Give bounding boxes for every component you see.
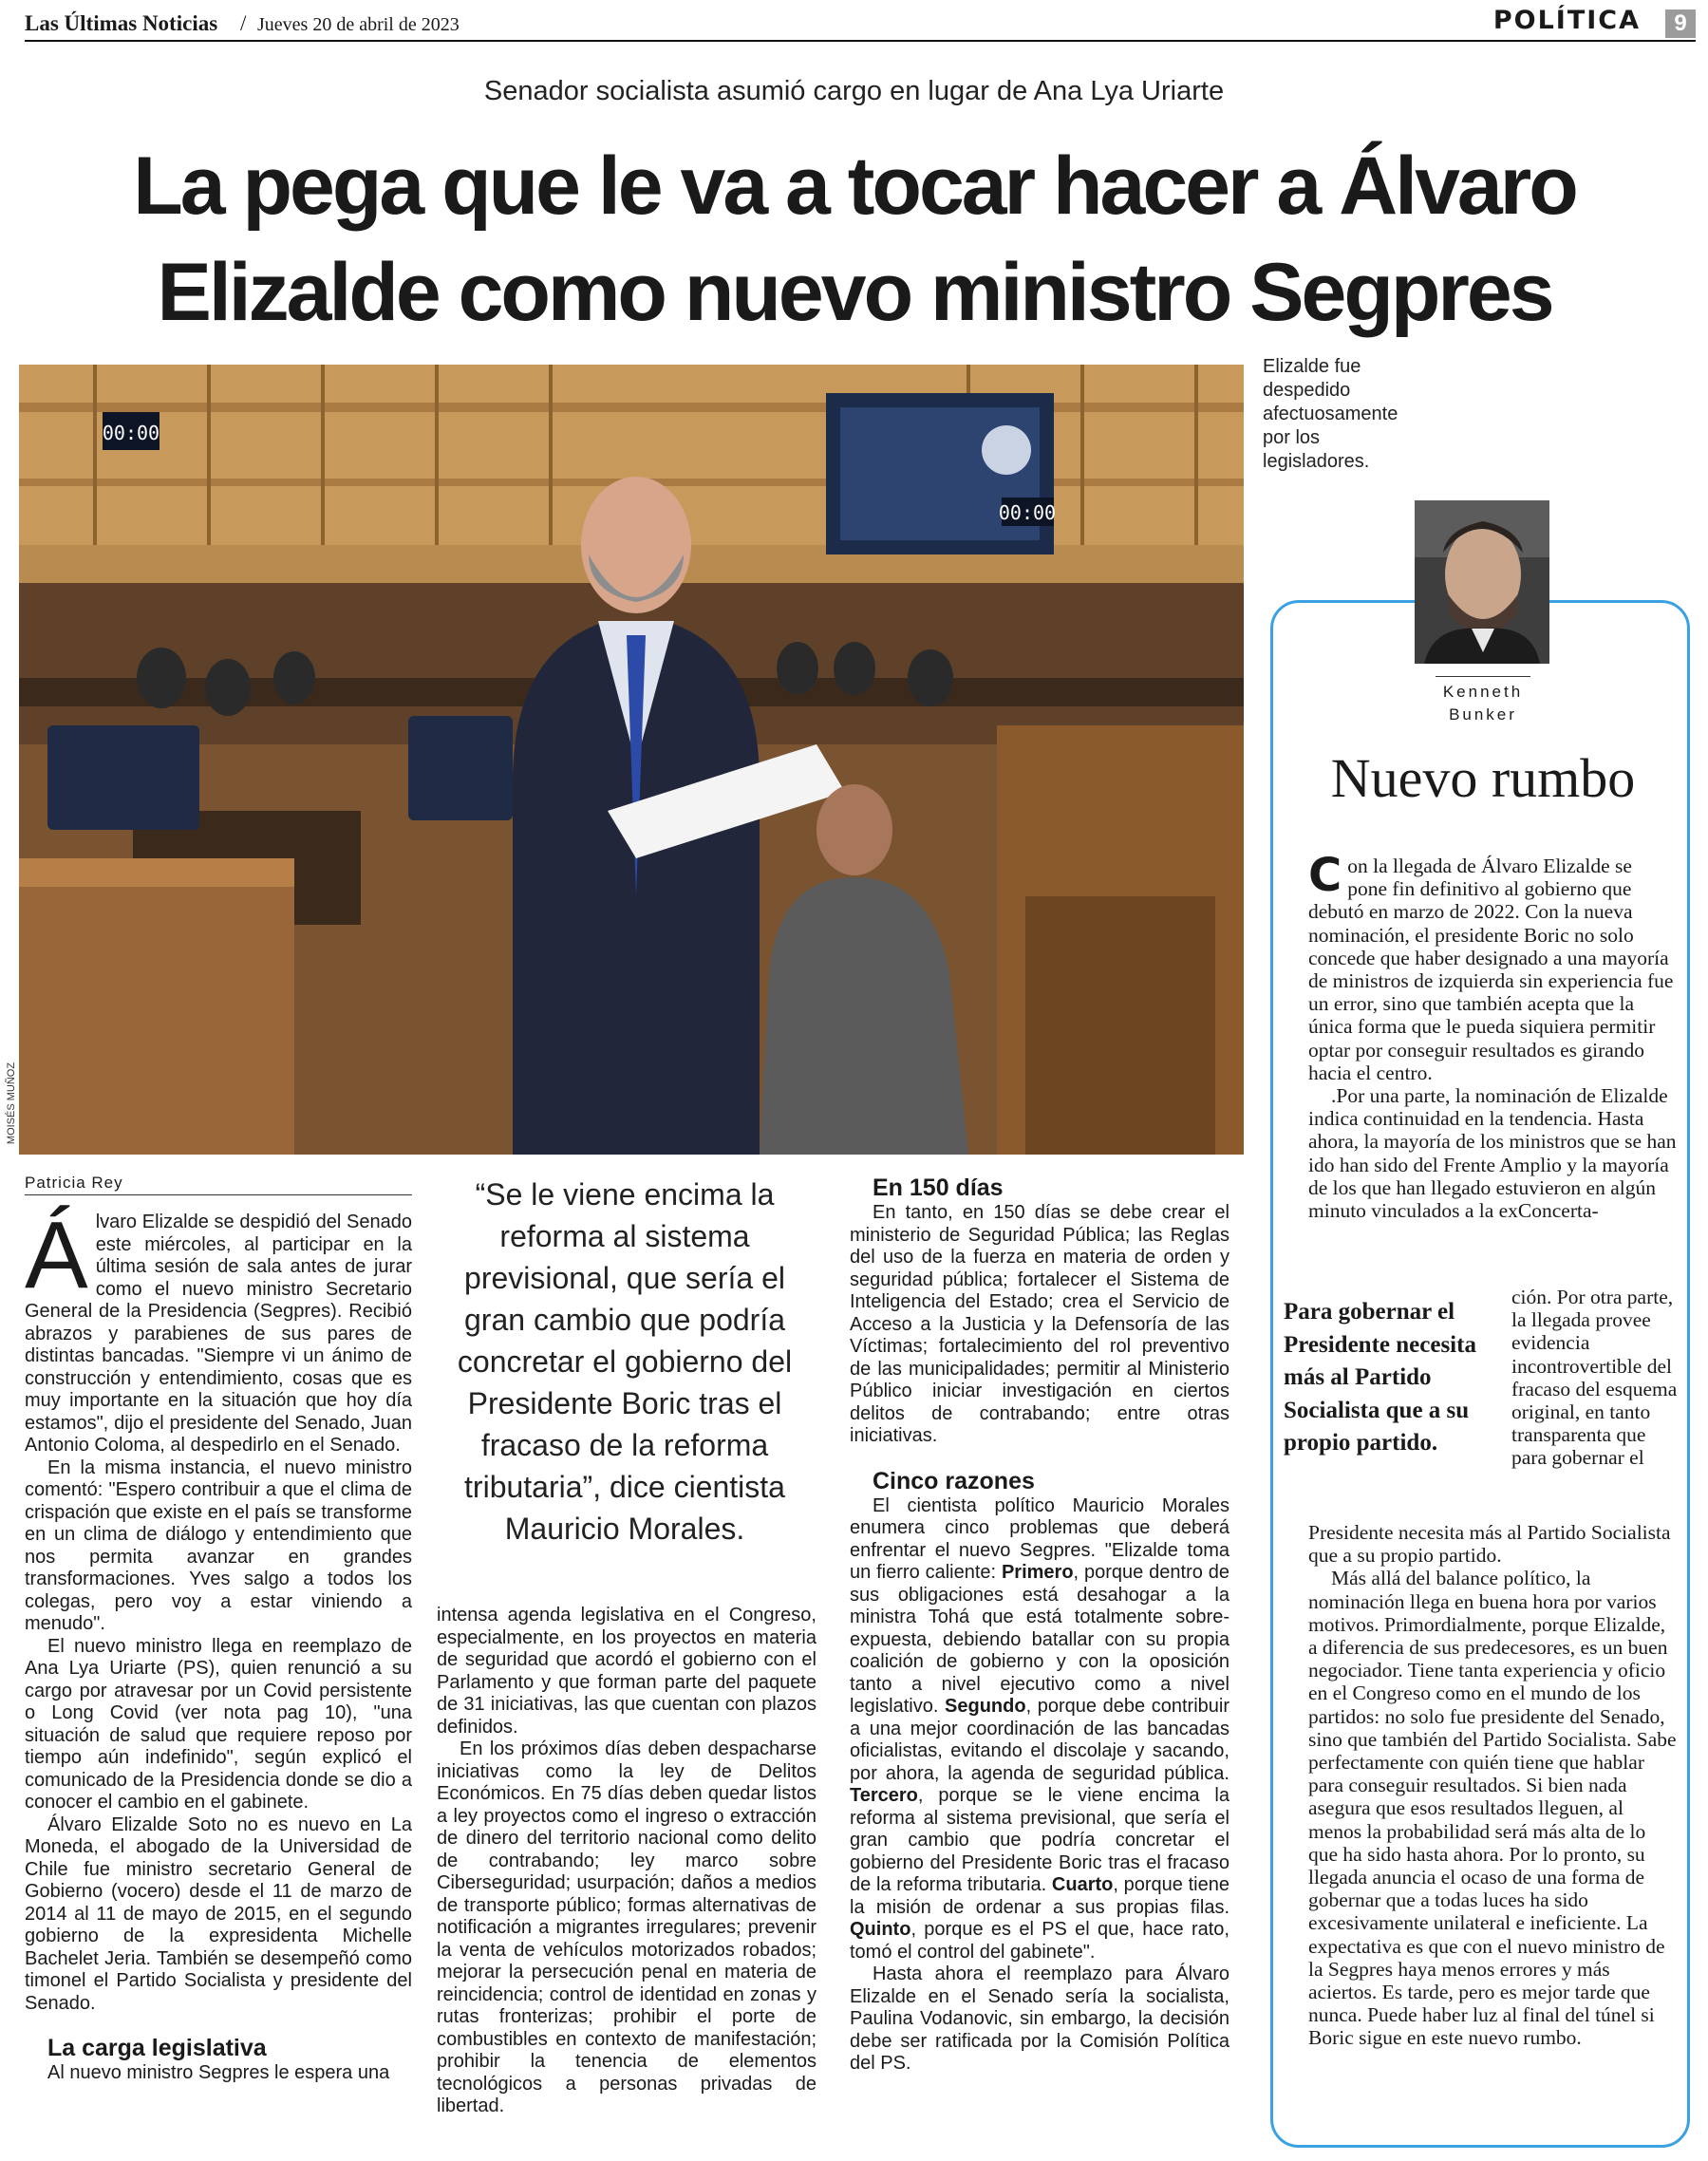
- senate-chamber-illustration: [19, 365, 1244, 1155]
- author-last-name: Bunker: [1449, 705, 1517, 723]
- masthead: [25, 8, 1696, 42]
- screen-timer-left: 00:00: [102, 422, 160, 444]
- photo-credit: MOISÉS MUÑOZ: [6, 1062, 17, 1145]
- article-paragraph: Hasta ahora el reemplazo para Álvaro Elizalde en el Senado sería la socialista, Paulina Vodanovic, sin embargo, la decisión debe ser ratificada por la Comisión Política del PS.: [850, 1964, 1229, 2074]
- author-portrait-illustration: [1415, 500, 1549, 664]
- pull-quote-line: concretar el gobierno del: [457, 1344, 793, 1379]
- issue-date: Jueves 20 de abril de 2023: [257, 14, 460, 35]
- opinion-text-bottom: [1308, 1521, 1677, 2050]
- section-name: POLÍTICA: [1492, 6, 1641, 35]
- opinion-drop-cap: C: [1308, 849, 1342, 902]
- opinion-title: Nuevo rumbo: [1330, 747, 1636, 809]
- article-paragraph: El cientista político Mauricio Morales enumera cinco problemas que deberá enfrentar el nuevo Segpres. "Elizalde toma un fierro caliente: Primero, porque dentro de sus obligaciones está desahogar a la ministra Tohá que está totalmente sobre-expuesta, debiendo batallar con su propia coalición de gobierno y con la oposición tanto a nivel ejecutivo como a nivel legislativo. Segundo, porque debe contribuir a una mejor coordinación de las bancadas oficialistas, evitando el discolaje y sacando, por ahora, la agenda de seguridad pública. Tercero, porque se le viene encima la reforma al sistema previsional, que sería el gran cambio que podría concretar el gobierno del Presidente Boric tras el fracaso de la reforma tributaria. Cuarto, porque tiene la misión de ordenar a sus propias filas. Quinto, porque es el PS el que, hace rato, tomó el control del gabinete".: [850, 1494, 1230, 1963]
- article-paragraph: El nuevo ministro llega en reemplazo de Ana Lya Uriarte (PS), quien renunció a su cargo por atravesar por un Covid persistente o Long Covid (ver nota pag 10), "una situación de salud que requiere reposo por tiempo aún indefinido", según explicó el comunicado de la Presidencia donde se dio a conocer el cambio en el gabinete.: [25, 1635, 412, 1813]
- pull-quote-line: “Se le viene encima la: [475, 1177, 775, 1212]
- article-paragraph: En los próximos días deben despacharse iniciativas como la ley de Delitos Económicos. En 75 días deben quedar listos a ley proyectos como el ingreso o extracción de dinero del territorio nacional como delito de contrabando; ley marco sobre Ciberseguridad; usurpación; daños a medios de transporte público; formas alternativas de notificación a migrantes irregulares; prevenir la venta de vehículos motorizados robados; mejorar la persecución penal en materia de reincidencia; control de identidad en zonas y rutas fronterizas; prohibir el porte de combustibles en contexto de manifestación; prohibir la tenencia de elementos tecnológicos a personas privadas de libertad.: [437, 1738, 816, 2116]
- headline-line-2: Elizalde como nuevo ministro Segpres: [157, 247, 1552, 338]
- headline-line-1: La pega que le va a tocar hacer a Álvaro: [133, 141, 1576, 232]
- masthead-separator: /: [240, 11, 247, 35]
- author-name: [1436, 676, 1530, 726]
- opinion-paragraph: Presidente necesita más al Partido Socialista que a su propio partido.: [1308, 1521, 1671, 1568]
- pull-quote-line: reforma al sistema: [499, 1219, 750, 1253]
- pull-quote-line: gran cambio que podría: [464, 1303, 785, 1337]
- subhead-carga-legislativa: La carga legislativa: [47, 2035, 267, 2061]
- reason-segundo: Segundo: [945, 1696, 1026, 1717]
- pull-quote-line: tributaria”, dice cientista: [464, 1470, 785, 1504]
- photo-caption: Elizalde fue despedido afectuosamente por los legisladores.: [1263, 356, 1398, 472]
- article-paragraph: Al nuevo ministro Segpres le espera una: [47, 2062, 390, 2083]
- kicker: Senador socialista asumió cargo en lugar de Ana Lya Uriarte: [483, 76, 1225, 106]
- reason-tercero: Tercero: [850, 1785, 918, 1806]
- article-column-1: [25, 1202, 412, 2085]
- pull-quote: [435, 1174, 815, 1550]
- headline: [57, 133, 1652, 346]
- article-paragraph: Álvaro Elizalde se despidió del Senado este miércoles, al participar en la última sesión de sala antes de jurar como el nuevo ministro Secretario General de la Presidencia (Segpres). Recibió abrazos y parabienes de sus pares de distintas bancadas. "Siempre vi un ánimo de construcción y entendimiento, cosas que es muy importante en la situación que hoy día estamos", dijo el presidente del Senado, Juan Antonio Coloma, al despedirlo en el Senado.: [25, 1202, 412, 1456]
- article-paragraph: intensa agenda legislativa en el Congreso, especialmente, en los proyectos en materia de seguridad que acordó el gobierno con el Parlamento y que forman parte del paquete de 31 iniciativas, las que cuentan con plazos definidos.: [437, 1605, 816, 1738]
- article-column-3: [850, 1174, 1229, 2076]
- author-portrait: [1415, 500, 1549, 664]
- article-paragraph: En la misma instancia, el nuevo ministro comentó: "Espero contribuir a que el clima de crispación que existe en el país se transforme en un clima de diálogo y entendimiento que nos permita avanzar en grandes transformaciones. Yves salgo a todos los colegas, pero voy a estar viniendo a menudo".: [25, 1456, 412, 1634]
- subhead-150-dias: En 150 días: [873, 1174, 1004, 1201]
- byline: Patricia Rey: [25, 1174, 412, 1195]
- senate-photo: [19, 365, 1244, 1155]
- opinion-pull-quote: Para gobernar el Presidente necesita más al Partido Socialista que a su propio partido.: [1284, 1299, 1476, 1456]
- opinion-paragraph-wrap: ción. Por otra parte, la llegada provee evidencia incontrovertible del fracaso del esquema original, en tanto transparenta que para gobernar el: [1511, 1286, 1678, 1470]
- reason-quinto: Quinto: [850, 1919, 911, 1940]
- article-paragraph: Álvaro Elizalde Soto no es nuevo en La Moneda, el abogado de la Universidad de Chile fue ministro secretario General de Gobierno (vocero) desde el 11 de marzo de 2014 al 11 de mayo de 2015, en el segundo gobierno de la expresidenta Michelle Bachelet Jeria. También se desempeñó como timonel el Partido Socialista y presidente del Senado.: [25, 1813, 412, 2014]
- pull-quote-line: Mauricio Morales.: [504, 1512, 745, 1546]
- opinion-paragraph: .Por una parte, la nominación de Elizalde indica continuidad en la tendencia. Hasta ahora, la mayoría de los ministros que se han ido han sido del Frente Amplio y la mayoría de los que han llegado estuvieron en algún minuto vinculados a la exConcerta-: [1308, 1084, 1677, 1223]
- article-paragraph: En tanto, en 150 días se debe crear el ministerio de Seguridad Pública; las Reglas del uso de la fuerza en materia de orden y seguridad pública; fortalecer el Sistema de Inteligencia del Estado; crea el Servicio de Acceso a la Justicia y la Defensoría de las Víctimas; fortalecimiento del rol preventivo de las municipalidades; permitir al Ministerio Público iniciar investigación en ciertos delitos de contrabando; entre otras iniciativas.: [850, 1202, 1229, 1446]
- subhead-cinco-razones: Cinco razones: [873, 1467, 1035, 1494]
- opinion-text-wrap: [1511, 1286, 1679, 1470]
- screen-timer-right: 00:00: [998, 501, 1057, 524]
- reason-primero: Primero: [1001, 1562, 1074, 1583]
- pull-quote-line: Presidente Boric tras el: [467, 1386, 782, 1420]
- reason-cuarto: Cuarto: [1051, 1874, 1114, 1895]
- page-number: 9: [1665, 9, 1696, 38]
- drop-cap: Á: [25, 1202, 88, 1308]
- opinion-paragraph: Con la llegada de Álvaro Elizalde se pone fin definitivo al gobierno que debutó en marzo de 2022. Con la nueva nominación, el presidente Boric no solo concede que haber designado a una mayoría de ministros de izquierda sin experiencia fue un error, sino que también acepta que la única forma que le pueda siquiera permitir optar por conseguir resultados es girando hacia el centro.: [1308, 849, 1674, 1084]
- author-first-name: Kenneth: [1442, 683, 1524, 701]
- article-column-2: [437, 1605, 816, 2118]
- pull-quote-line: fracaso de la reforma: [480, 1428, 769, 1462]
- pull-quote-line: previsional, que sería el: [464, 1261, 785, 1295]
- opinion-paragraph: Más allá del balance político, la nominación llega en buena hora por varios motivos. Primordialmente, porque Elizalde, a diferencia de sus predecesores, es un buen negociador. Tiene tanta experiencia y oficio en el Congreso como en el mundo de los partidos: no solo fue presidente del Senado, sino que también del Partido Socialista. Sabe perfectamente con quién tiene que hablar para conseguir resultados. Si bien nada asegura que esos resultados lleguen, al menos la probabilidad será más alta de lo que ha sido hasta ahora. Por lo pronto, su llegada anuncia el ocaso de una forma de gobernar que a todas luces ha sido excesivamente unilateral e ineficiente. La expectativa es que con el nuevo ministro de la Segpres haya menos errores y más aciertos. Es tarde, pero es mejor tarde que nunca. Puede haber luz al final del túnel si Boric sigue en este nuevo rumbo.: [1308, 1567, 1677, 2050]
- newspaper-name: Las Últimas Noticias: [25, 11, 218, 35]
- opinion-text-top: [1308, 849, 1677, 1223]
